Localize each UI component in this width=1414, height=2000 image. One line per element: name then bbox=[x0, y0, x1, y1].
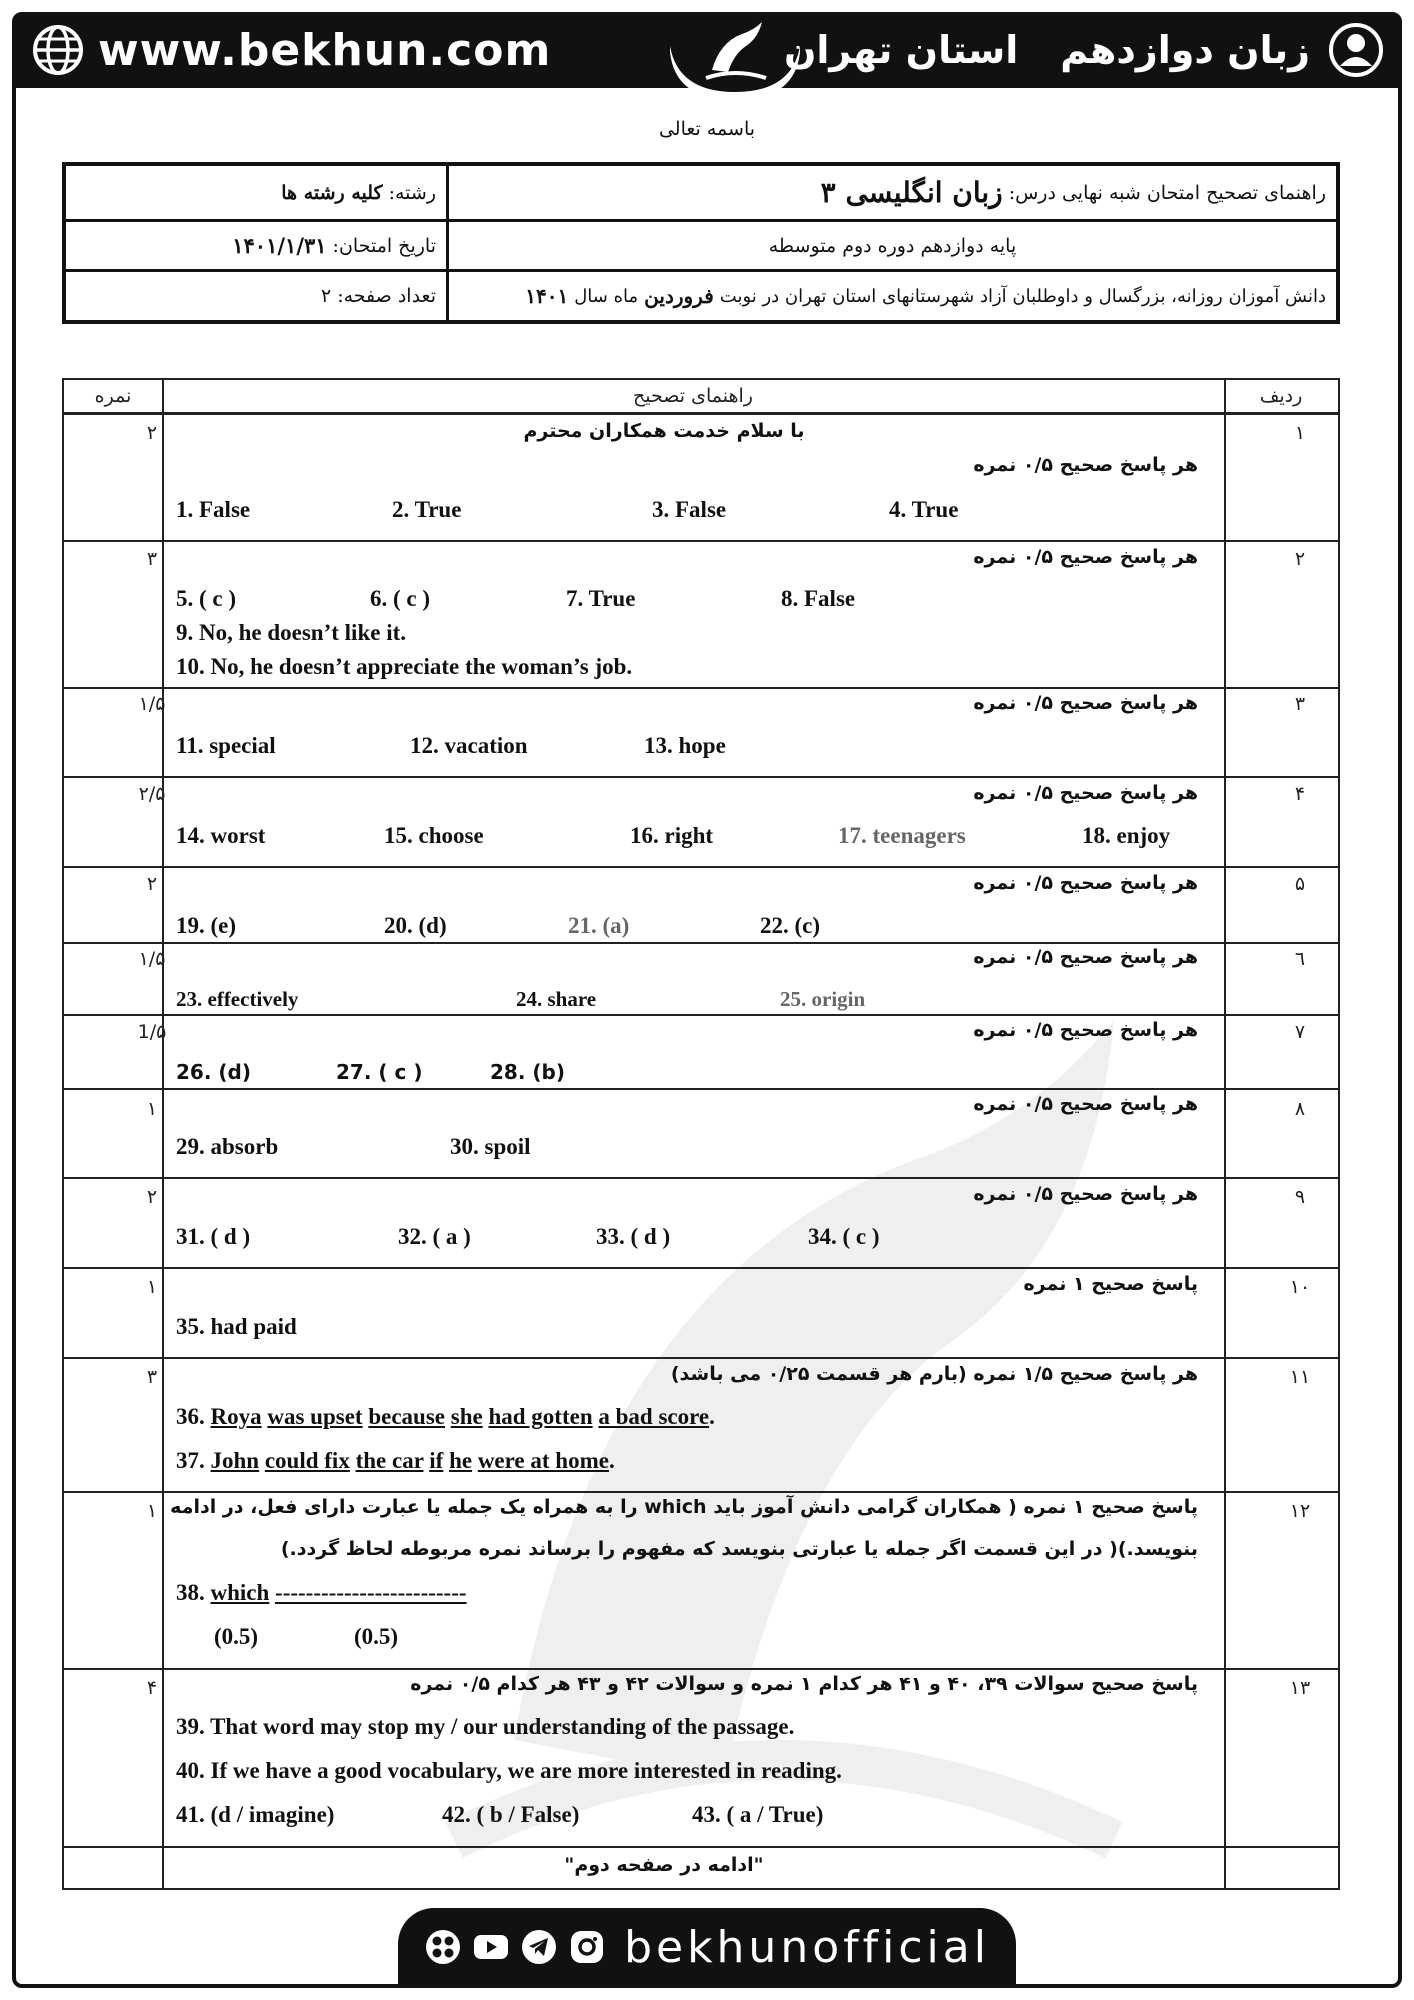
answer: 23. effectively bbox=[176, 987, 299, 1011]
row-number: ۱۲ bbox=[1289, 1500, 1311, 1522]
sentence-37: 37. John could fix the car if he were at home. bbox=[176, 1448, 615, 1473]
footer-social-bar bbox=[398, 1908, 1016, 1986]
answer: 14. worst bbox=[176, 823, 266, 848]
row-number: ۷ bbox=[1294, 1021, 1306, 1043]
info-row-grade bbox=[66, 222, 1336, 272]
col-head-score: نمره bbox=[94, 385, 132, 407]
row-number: ۳ bbox=[1294, 693, 1306, 715]
sentence-36: 36. Roya was upset because she had gotten a bad score. bbox=[176, 1404, 715, 1429]
answer: 22. (c) bbox=[760, 913, 821, 938]
row-number: ۸ bbox=[1294, 1098, 1306, 1120]
half-score: (0.5) bbox=[354, 1624, 399, 1649]
answer: 11. special bbox=[176, 733, 276, 758]
students-text: دانش آموزان روزانه، بزرگسال و داوطلبان آزاد شهرستانهای استان تهران در نوبت bbox=[719, 285, 1326, 307]
answer: 26. (d) bbox=[176, 1060, 251, 1084]
pages-label: تعداد صفحه: bbox=[337, 285, 436, 307]
answer: 24. share bbox=[516, 987, 597, 1011]
answer: 28. (b) bbox=[490, 1060, 565, 1084]
row-score: ۲/۵ bbox=[138, 783, 166, 805]
date-label: تاریخ امتحان: bbox=[332, 234, 436, 257]
header-province: استان تهران bbox=[783, 28, 1019, 72]
row-rule: هر پاسخ صحیح ۰/۵ نمره bbox=[973, 872, 1198, 894]
row-rule: هر پاسخ صحیح ۰/۵ نمره bbox=[973, 1183, 1198, 1205]
continued-note: "ادامه در صفحه دوم" bbox=[564, 1854, 764, 1876]
row-number: ۵ bbox=[1294, 873, 1306, 895]
answer: 30. spoil bbox=[450, 1134, 531, 1159]
exam-month: فروردین bbox=[644, 284, 714, 308]
user-icon bbox=[1328, 22, 1384, 78]
site-url: www.bekhun.com bbox=[98, 24, 552, 76]
instagram-icon[interactable] bbox=[568, 1928, 606, 1966]
row-rule: هر پاسخ صحیح ۰/۵ نمره bbox=[973, 692, 1198, 714]
row-number: ۲ bbox=[1294, 548, 1306, 570]
site-link[interactable] bbox=[32, 24, 551, 76]
answer: 1. False bbox=[176, 497, 251, 522]
globe-icon bbox=[32, 24, 84, 76]
answer: 43. ( a / True) bbox=[692, 1802, 824, 1827]
row-rule: پاسخ صحیح سوالات ۳۹، ۴۰ و ۴۱ هر کدام ۱ نمره و سوالات ۴۲ و ۴۳ هر کدام ۰/۵ نمره bbox=[410, 1673, 1198, 1695]
row-score: ۱/۵ bbox=[138, 693, 166, 715]
answer: 17. teenagers bbox=[838, 823, 966, 848]
answer: 21. (a) bbox=[568, 913, 630, 938]
exam-info-table bbox=[62, 162, 1340, 324]
row-score: ۱/۵ bbox=[138, 948, 166, 970]
guide-label: راهنمای تصحیح امتحان شبه نهایی درس: bbox=[1008, 181, 1326, 204]
answer: 18. enjoy bbox=[1082, 823, 1171, 848]
course-name: زبان انگلیسی ۳ bbox=[820, 176, 1003, 209]
answer: 15. choose bbox=[384, 823, 484, 848]
greeting: با سلام خدمت همکاران محترم bbox=[523, 420, 805, 442]
row-rule: هر پاسخ صحیح ۰/۵ نمره bbox=[973, 1019, 1198, 1041]
field-label: رشته: bbox=[388, 181, 436, 204]
answer-38: 38. which ------------------------- bbox=[176, 1580, 467, 1605]
row-score: ۱ bbox=[146, 1276, 158, 1298]
answer: 35. had paid bbox=[176, 1314, 297, 1339]
row-number: ۹ bbox=[1294, 1186, 1306, 1208]
exam-year: ۱۴۰۱ bbox=[525, 284, 569, 308]
row-score: 1/۵ bbox=[137, 1021, 167, 1043]
row-score: ۳ bbox=[146, 548, 158, 570]
row-number: ۱۱ bbox=[1289, 1366, 1311, 1388]
row-rule: بنویسد.)( در این قسمت اگر جمله یا عبارتی بنویسد که مفهوم را برساند نمره مربوطه لحاظ گردد.) bbox=[280, 1538, 1198, 1560]
telegram-icon[interactable] bbox=[520, 1928, 558, 1966]
header-bar bbox=[12, 12, 1402, 88]
row-score: ۳ bbox=[146, 1366, 158, 1388]
row-rule: پاسخ صحیح ۱ نمره bbox=[1023, 1273, 1198, 1295]
exam-date: ۱۴۰۱/۱/۳۱ bbox=[232, 233, 327, 258]
social-handle[interactable]: bekhunofficial bbox=[624, 1921, 990, 1973]
answer: 33. ( d ) bbox=[596, 1224, 671, 1249]
answer: 13. hope bbox=[644, 733, 726, 758]
answer-line: 40. If we have a good vocabulary, we are more interested in reading. bbox=[176, 1758, 842, 1783]
row-rule: هر پاسخ صحیح ۰/۵ نمره bbox=[973, 782, 1198, 804]
row-rule: پاسخ صحیح ۱ نمره ( همکاران گرامی دانش آموز باید which را به همراه یک جمله یا عبارت دارای فعل، در ادامه bbox=[170, 1496, 1198, 1518]
answer: 19. (e) bbox=[176, 913, 237, 938]
year-label: ماه سال bbox=[574, 285, 639, 307]
answer: 6. ( c ) bbox=[370, 586, 431, 611]
answer: 25. origin bbox=[780, 987, 866, 1011]
answer: 7. True bbox=[566, 586, 636, 611]
answer: 3. False bbox=[652, 497, 727, 522]
row-score: ۲ bbox=[146, 422, 158, 444]
answer: 5. ( c ) bbox=[176, 586, 237, 611]
row-rule: هر پاسخ صحیح ۰/۵ نمره bbox=[973, 546, 1198, 568]
grading-table bbox=[62, 378, 1340, 1890]
answer: 42. ( b / False) bbox=[442, 1802, 580, 1827]
row-number: ۱۳ bbox=[1289, 1677, 1311, 1699]
field-value: کلیه رشته ها bbox=[281, 181, 383, 204]
answer: 20. (d) bbox=[384, 913, 447, 938]
answer: 8. False bbox=[781, 586, 856, 611]
youtube-icon[interactable] bbox=[472, 1928, 510, 1966]
row-rule: هر پاسخ صحیح ۰/۵ نمره bbox=[973, 1093, 1198, 1115]
aparat-icon[interactable] bbox=[424, 1928, 462, 1966]
pages-count: ۲ bbox=[320, 285, 332, 307]
answer: 41. (d / imagine) bbox=[176, 1802, 335, 1827]
row-number: ٦ bbox=[1294, 948, 1306, 970]
answer: 16. right bbox=[630, 823, 714, 848]
row-score: ۲ bbox=[146, 1186, 158, 1208]
row-score: ۱ bbox=[146, 1500, 158, 1522]
basmala: باسمه تعالی bbox=[658, 118, 756, 140]
row-score: ۱ bbox=[146, 1098, 158, 1120]
half-score: (0.5) bbox=[214, 1624, 259, 1649]
row-rule: هر پاسخ صحیح ۰/۵ نمره bbox=[973, 946, 1198, 968]
answer: 2. True bbox=[392, 497, 462, 522]
row-rule: هر پاسخ صحیح ۰/۵ نمره bbox=[973, 454, 1198, 476]
answer: 27. ( c ) bbox=[336, 1060, 423, 1084]
header-titles bbox=[784, 22, 1384, 78]
row-score: ۴ bbox=[146, 1677, 158, 1699]
answer-line: 9. No, he doesn’t like it. bbox=[176, 620, 406, 645]
answer: 31. ( d ) bbox=[176, 1224, 251, 1249]
header-subject: زبان دوازدهم bbox=[1060, 28, 1310, 72]
row-score: ۲ bbox=[146, 873, 158, 895]
info-row-course bbox=[66, 166, 1336, 222]
answer: 29. absorb bbox=[176, 1134, 279, 1159]
col-head-guide: راهنمای تصحیح bbox=[633, 385, 753, 407]
row-number: ۱ bbox=[1294, 422, 1306, 444]
answer-line: 10. No, he doesn’t appreciate the woman’s job. bbox=[176, 654, 633, 679]
answer-line: 39. That word may stop my / our understanding of the passage. bbox=[176, 1714, 795, 1739]
answer: 4. True bbox=[889, 497, 959, 522]
answer: 12. vacation bbox=[410, 733, 528, 758]
row-rule: هر پاسخ صحیح ۱/۵ نمره (بارم هر قسمت ۰/۲۵ می باشد) bbox=[670, 1363, 1198, 1385]
row-number: ۱۰ bbox=[1289, 1276, 1311, 1298]
grade-text: پایه دوازدهم دوره دوم متوسطه bbox=[768, 234, 1017, 257]
info-row-students bbox=[66, 272, 1336, 320]
brand-logo-icon bbox=[670, 12, 800, 102]
row-number: ۴ bbox=[1294, 783, 1306, 805]
answer: 32. ( a ) bbox=[398, 1224, 471, 1249]
watermark-logo-icon bbox=[394, 980, 1154, 1880]
col-head-row: ردیف bbox=[1259, 385, 1303, 407]
answer: 34. ( c ) bbox=[808, 1224, 880, 1249]
